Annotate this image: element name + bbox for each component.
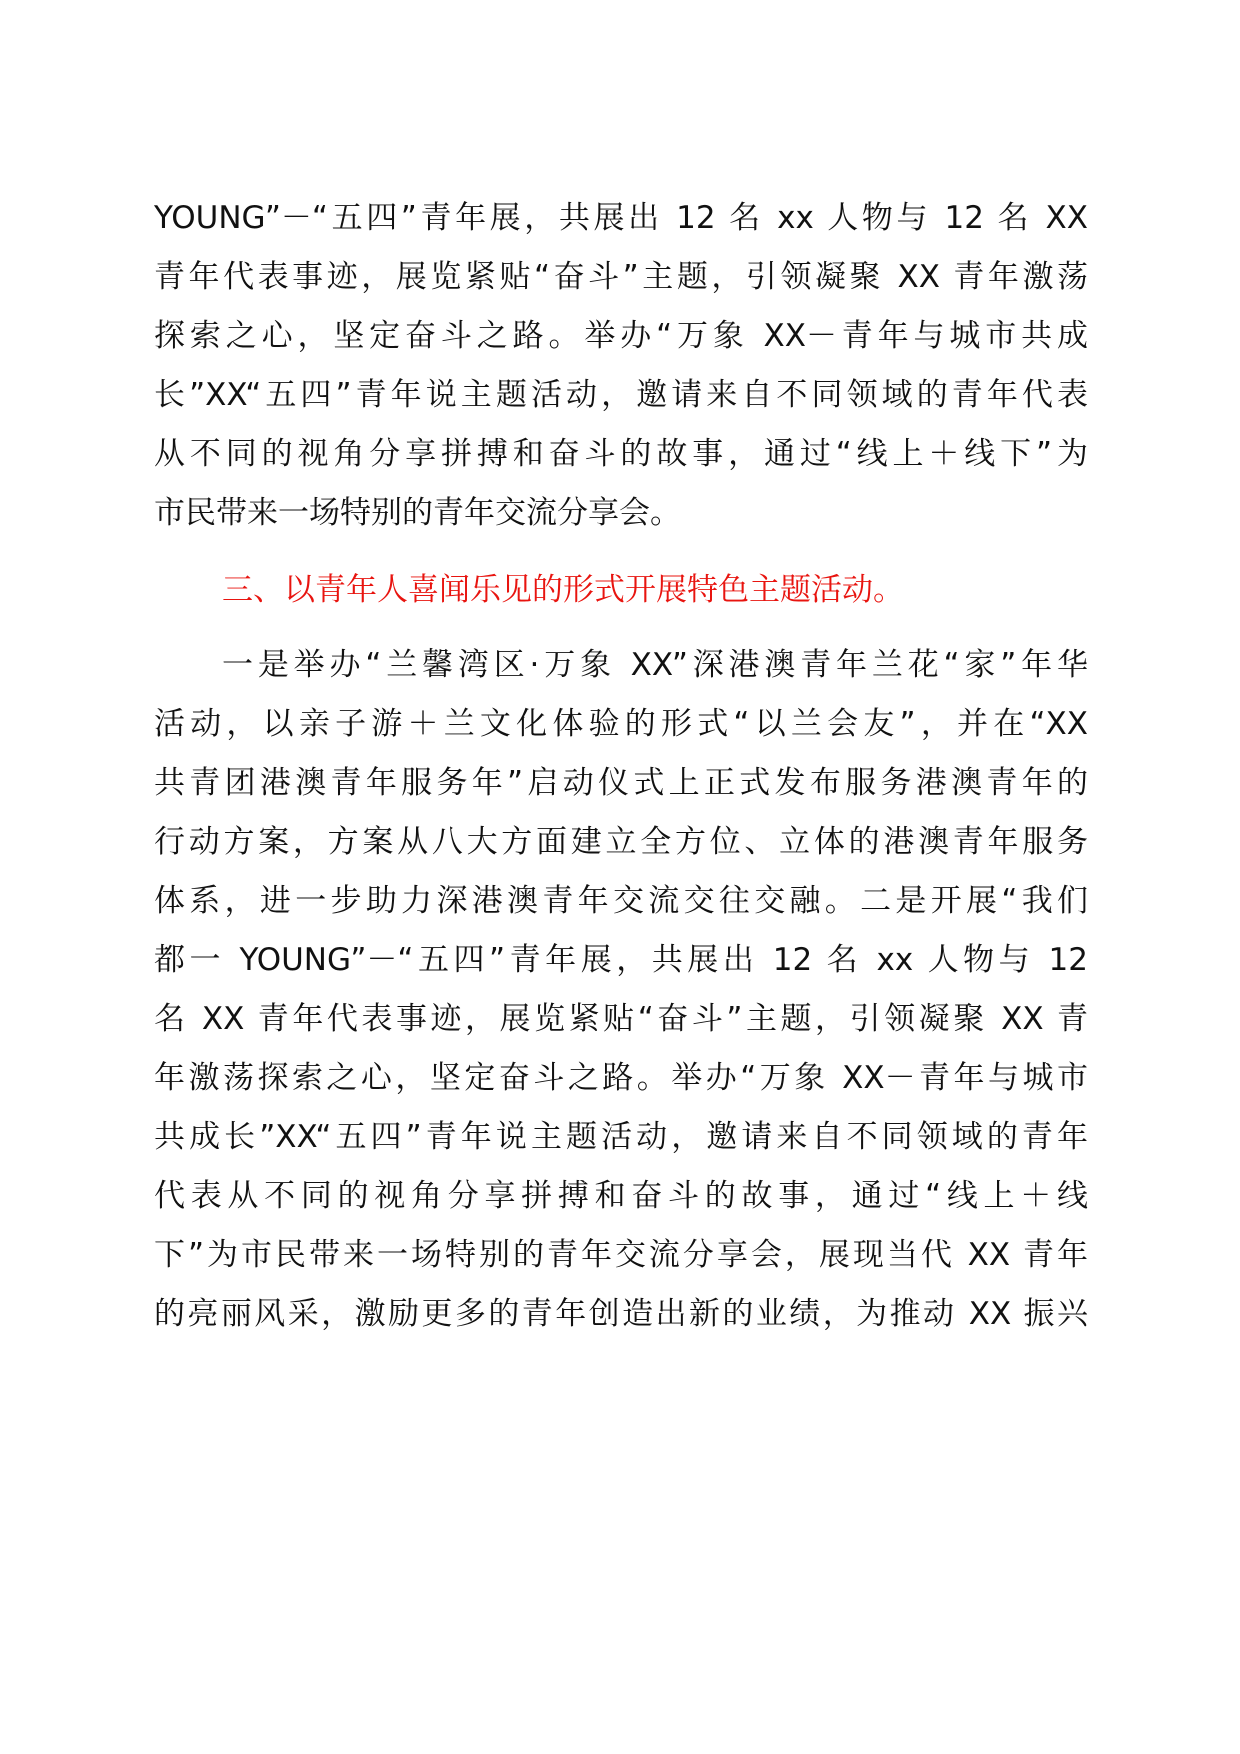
- paragraph-line: 活动，以亲子游＋兰文化体验的形式“以兰会友”，并在“XX: [154, 706, 1088, 742]
- paragraph-line: 共成长”XX“五四”青年说主题活动，邀请来自不同领域的青年: [154, 1119, 1088, 1155]
- paragraph-line: 的亮丽风采，激励更多的青年创造出新的业绩，为推动 XX 振兴: [154, 1296, 1088, 1332]
- paragraph-line: 探索之心，坚定奋斗之路。举办“万象 XX－青年与城市共成: [154, 318, 1088, 354]
- paragraph-line: YOUNG”－“五四”青年展，共展出 12 名 xx 人物与 12 名 XX: [154, 200, 1088, 236]
- paragraph-line: 下”为市民带来一场特别的青年交流分享会，展现当代 XX 青年: [154, 1237, 1088, 1273]
- paragraph-line: 体系，进一步助力深港澳青年交流交往交融。二是开展“我们: [154, 883, 1088, 919]
- paragraph-line: 行动方案，方案从八大方面建立全方位、立体的港澳青年服务: [154, 824, 1088, 860]
- paragraph-line: 年激荡探索之心，坚定奋斗之路。举办“万象 XX－青年与城市: [154, 1060, 1088, 1096]
- paragraph-line: 青年代表事迹，展览紧贴“奋斗”主题，引领凝聚 XX 青年激荡: [154, 259, 1088, 295]
- paragraph-line: 从不同的视角分享拼搏和奋斗的故事，通过“线上＋线下”为: [154, 436, 1088, 472]
- paragraph-line: 市民带来一场特别的青年交流分享会。: [154, 495, 681, 531]
- section-heading: 三、以青年人喜闻乐见的形式开展特色主题活动。: [222, 572, 904, 608]
- paragraph-line: 一是举办“兰馨湾区·万象 XX”深港澳青年兰花“家”年华: [222, 647, 1088, 683]
- paragraph-line: 代表从不同的视角分享拼搏和奋斗的故事，通过“线上＋线: [154, 1178, 1088, 1214]
- paragraph-line: 长”XX“五四”青年说主题活动，邀请来自不同领域的青年代表: [154, 377, 1088, 413]
- paragraph-line: 名 XX 青年代表事迹，展览紧贴“奋斗”主题，引领凝聚 XX 青: [154, 1001, 1088, 1037]
- paragraph-line: 都一 YOUNG”－“五四”青年展，共展出 12 名 xx 人物与 12: [154, 942, 1088, 978]
- paragraph-line: 共青团港澳青年服务年”启动仪式上正式发布服务港澳青年的: [154, 765, 1088, 801]
